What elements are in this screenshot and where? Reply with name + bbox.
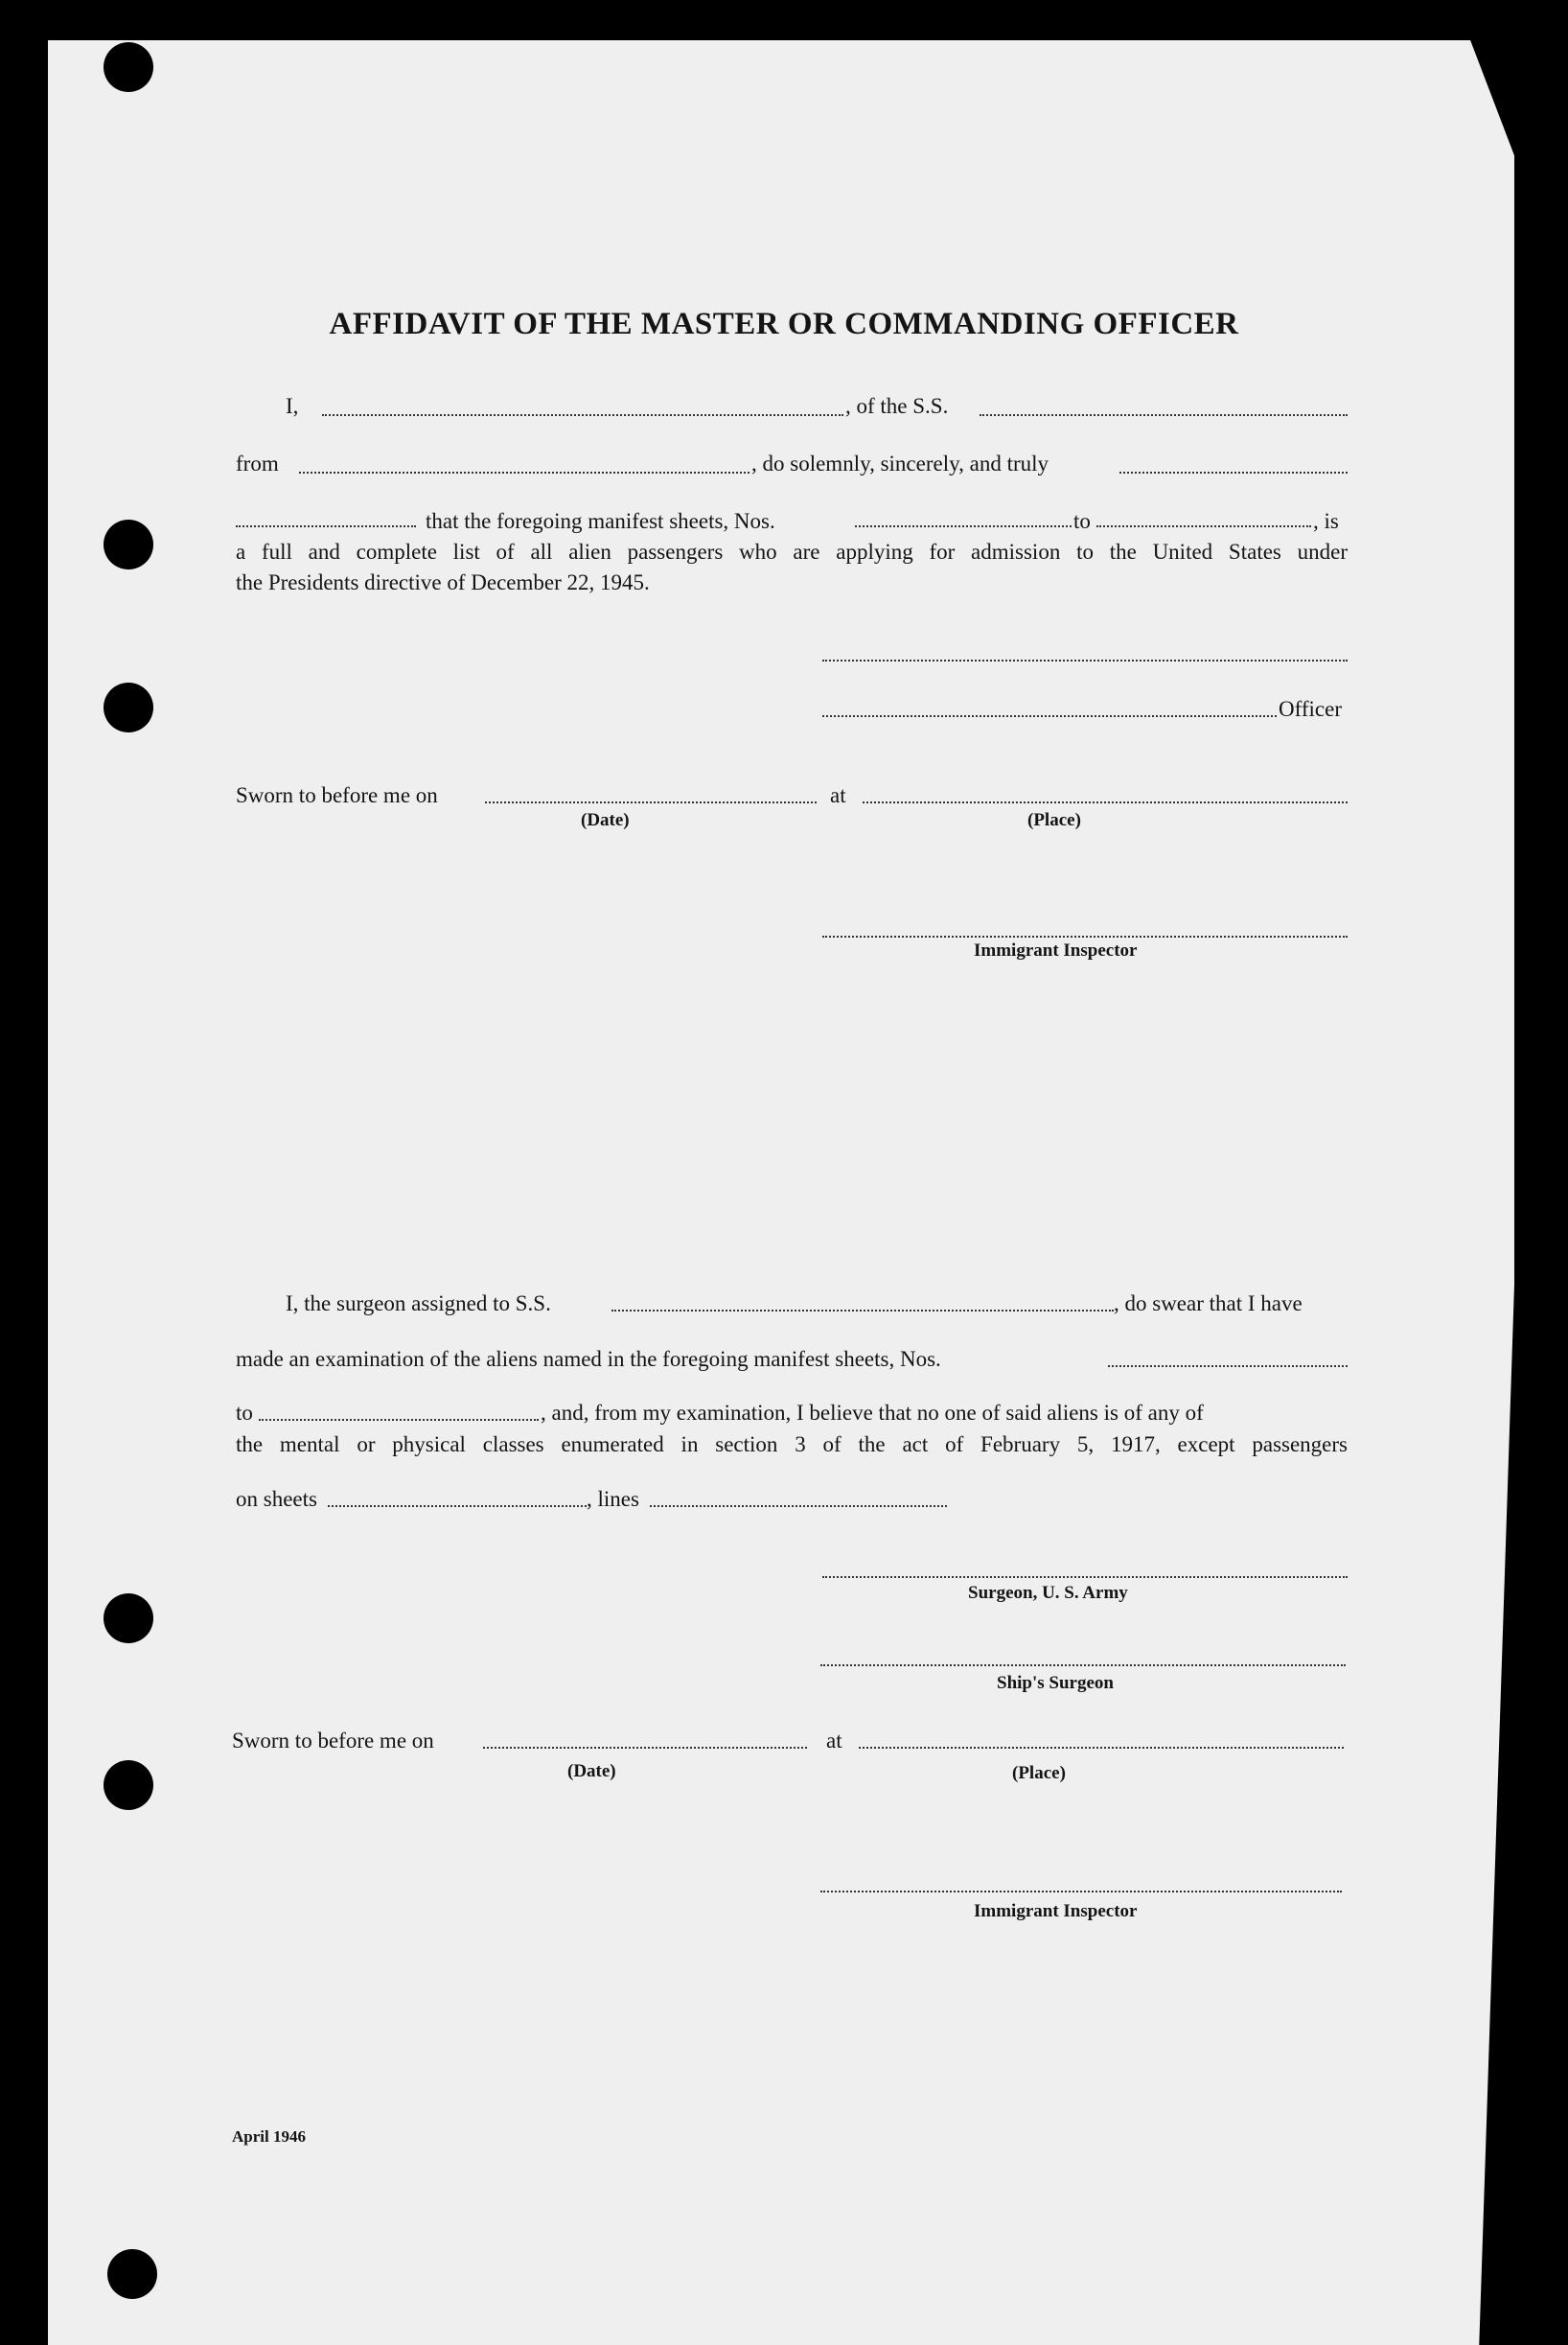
master-is-label: , is [1313, 509, 1339, 533]
surgeon-examination-label: made an examination of the aliens named in the foregoing manifest sheets, Nos. [236, 1347, 941, 1371]
surgeon-to-label: to [236, 1401, 253, 1425]
punch-hole [104, 683, 153, 732]
surgeon-ss-label: I, the surgeon assigned to S.S. [286, 1291, 551, 1315]
master-nos-from-field[interactable] [855, 525, 1072, 527]
master-solemnly-label: , do solemnly, sincerely, and truly [751, 452, 1049, 476]
master-from-field[interactable] [299, 472, 749, 474]
master-date-caption: (Date) [581, 810, 630, 830]
master-name-field[interactable] [322, 414, 843, 416]
surgeon-sworn-place-field[interactable] [859, 1747, 1344, 1749]
master-signature-line[interactable] [822, 660, 1348, 662]
army-surgeon-signature-line[interactable] [822, 1576, 1348, 1578]
army-surgeon-label: Surgeon, U. S. Army [968, 1583, 1128, 1603]
punch-hole [104, 1760, 153, 1810]
surgeon-at-label: at [826, 1729, 842, 1753]
ship-surgeon-signature-line[interactable] [820, 1664, 1346, 1666]
surgeon-classes-statement: the mental or physical classes enumerated in section 3 of the act of February 5, 1917, except passengers [236, 1432, 1348, 1456]
surgeon-sworn-label: Sworn to before me on [232, 1729, 434, 1753]
master-oath-field-2[interactable] [236, 525, 416, 527]
master-statement-line-2: the Presidents directive of December 22, 1945. [236, 570, 650, 594]
form-date: April 1946 [232, 2127, 306, 2146]
master-inspector-label: Immigrant Inspector [974, 940, 1138, 961]
master-from-label: from [236, 452, 279, 476]
surgeon-sheets-label: on sheets [236, 1487, 317, 1511]
punch-hole [107, 2249, 157, 2299]
surgeon-belief-label: , and, from my examination, I believe that no one of said aliens is of any of [541, 1401, 1204, 1425]
form-page [48, 40, 1514, 2345]
surgeon-lines-label: , lines [587, 1487, 639, 1511]
officer-label: Officer [1279, 697, 1342, 721]
master-statement-line-1: a full and complete list of all alien passengers who are applying for admission to the United States under [236, 540, 1348, 564]
surgeon-nos-from-field[interactable] [1108, 1365, 1348, 1367]
surgeon-inspector-signature-line[interactable] [820, 1891, 1342, 1892]
surgeon-nos-to-field[interactable] [259, 1419, 539, 1421]
master-i-label: I, [286, 394, 299, 418]
punch-hole [104, 42, 153, 92]
surgeon-swear-label: , do swear that I have [1114, 1291, 1303, 1315]
surgeon-inspector-label: Immigrant Inspector [974, 1901, 1138, 1921]
surgeon-ship-field[interactable] [611, 1310, 1114, 1312]
surgeon-sworn-date-field[interactable] [483, 1747, 807, 1749]
master-sworn-place-field[interactable] [863, 801, 1348, 803]
surgeon-sheets-field[interactable] [328, 1505, 587, 1507]
ship-surgeon-label: Ship's Surgeon [997, 1673, 1114, 1693]
officer-signature-line[interactable] [822, 715, 1277, 717]
punch-hole [104, 520, 153, 569]
punch-hole [104, 1593, 153, 1643]
master-sworn-label: Sworn to before me on [236, 783, 438, 807]
master-of-ss-label: , of the S.S. [845, 394, 949, 418]
master-at-label: at [830, 783, 846, 807]
master-inspector-signature-line[interactable] [822, 936, 1348, 938]
page-title: AFFIDAVIT OF THE MASTER OR COMMANDING OFFICER [329, 307, 1239, 341]
master-to-label: to [1073, 509, 1091, 533]
master-sworn-date-field[interactable] [485, 801, 817, 803]
surgeon-date-caption: (Date) [567, 1761, 616, 1781]
master-foregoing-label: that the foregoing manifest sheets, Nos. [426, 509, 775, 533]
master-statement [236, 537, 1348, 598]
master-nos-to-field[interactable] [1096, 525, 1311, 527]
master-ship-field[interactable] [980, 414, 1348, 416]
surgeon-lines-field[interactable] [650, 1505, 947, 1507]
master-oath-field[interactable] [1119, 472, 1348, 474]
master-place-caption: (Place) [1027, 810, 1081, 830]
surgeon-place-caption: (Place) [1012, 1763, 1066, 1783]
